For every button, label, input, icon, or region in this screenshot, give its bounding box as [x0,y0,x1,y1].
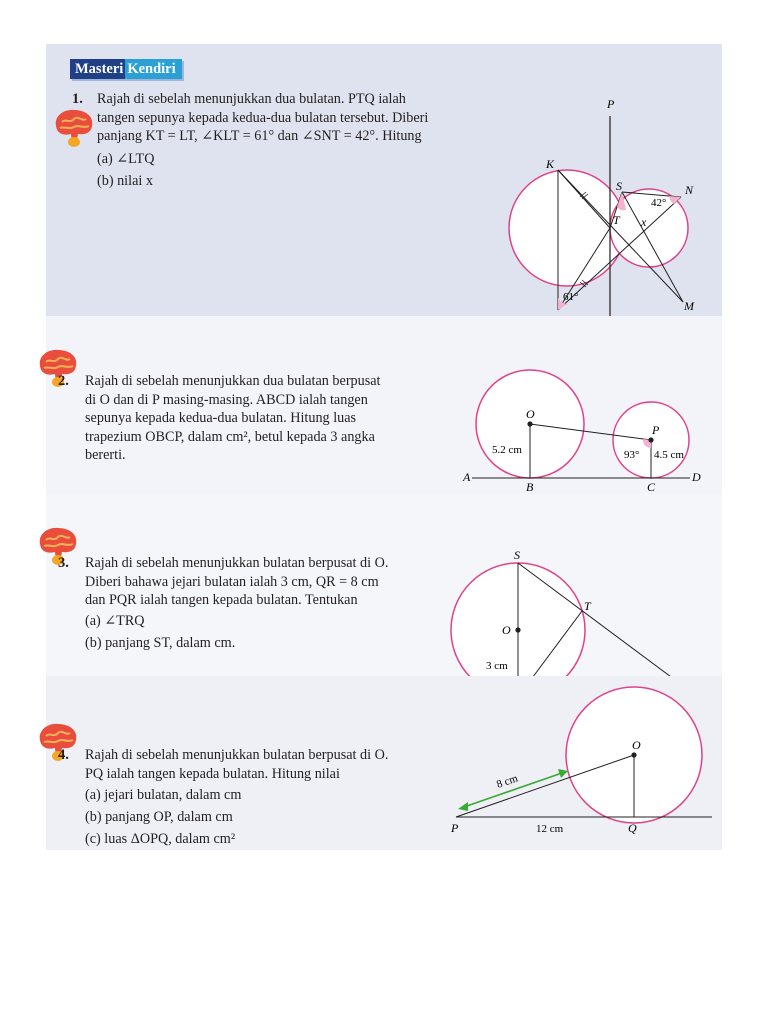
label-op: 8 cm [495,772,520,791]
q2-line: di O dan di P masing-masing. ABCD ialah tangen [85,391,368,408]
q1-line: panjang KT = LT, ∠KLT = 61° dan ∠SNT = 42°. Hitung [97,128,422,144]
question-1-panel [46,44,722,316]
q2-line: sepunya kepada kedua-dua bulatan. Hitung luas [85,410,357,426]
center-o [631,752,636,757]
label-radius: 3 cm [486,660,508,672]
label-x: x [641,215,647,229]
question-4-number: 4. [58,747,69,763]
question-4-panel [46,676,722,850]
arrow-head-right [558,769,568,778]
label-s: S [616,179,622,193]
q2-line: bererti. [85,447,126,463]
badge-label-2: Kendiri [125,59,181,79]
arrow-head-left [458,802,468,811]
center-p [648,437,653,442]
label-c: C [647,480,656,494]
question-2-panel [46,316,722,494]
label-q: Q [628,821,637,835]
large-circle [509,170,625,286]
q4-line: PQ ialah tangen kepada bulatan. Hitung nilai [85,765,340,782]
q1-part-b: (b) nilai x [97,173,153,189]
question-4-text [85,746,449,783]
label-p: P [652,423,660,437]
q1-line: Rajah di sebelah menunjukkan dua bulatan. PTQ ialah [97,91,406,107]
q4-part-c: (c) luas ΔOPQ, dalam cm² [85,831,236,847]
label-t: T [613,213,620,227]
q4-part-b: (b) panjang OP, dalam cm [85,809,233,825]
label-k: K [546,157,555,171]
masteri-kendiri-badge [70,59,182,79]
q4-part-a: (a) jejari bulatan, dalam cm [85,787,242,803]
question-4-figure [446,676,722,850]
q1-line: tangen sepunya kepada kedua-dua bulatan tersebut. Diberi [97,109,429,126]
label-angle-61: 61° [563,291,579,303]
label-o: O [502,623,511,637]
q2-line: Rajah di sebelah menunjukkan dua bulatan berpusat [85,373,381,389]
label-o: O [632,738,641,752]
question-2-text [85,372,449,465]
label-b: B [526,480,534,494]
q2-line: trapezium OBCP, dalam cm², betul kepada 3 angka [85,428,375,445]
brain-icon [52,106,96,150]
label-radius-o: 5.2 cm [492,444,522,456]
label-pq: 12 cm [536,823,564,835]
q3-line: Rajah di sebelah menunjukkan bulatan berpusat di O. [85,555,389,571]
q3-line: Diberi bahawa jejari bulatan ialah 3 cm, QR = 8 cm [85,573,379,590]
q3-line: dan PQR ialah tangen kepada bulatan. Tentukan [85,592,358,608]
label-m: M [684,299,694,313]
question-1-number: 1. [72,91,83,107]
label-s: S [514,548,520,562]
question-2-number: 2. [58,373,69,389]
q3-part-a: (a) ∠TRQ [85,613,145,629]
q4-line: Rajah di sebelah menunjukkan bulatan berpusat di O. [85,747,389,763]
question-3-text [85,554,449,610]
label-p: P [607,97,615,111]
q3-part-b: (b) panjang ST, dalam cm. [85,635,236,651]
question-1-figure [476,97,722,316]
label-angle-42: 42° [651,197,667,209]
center-o [515,627,520,632]
label-radius-p: 4.5 cm [654,449,684,461]
label-a: A [463,470,471,484]
badge-label-1: Masteri [70,59,125,79]
question-3-panel [46,494,722,676]
label-n: N [685,183,694,197]
label-d: D [692,470,701,484]
label-angle-93: 93° [624,449,640,461]
center-o [527,421,532,426]
q1-part-a: (a) ∠LTQ [97,151,155,167]
question-3-figure [402,506,712,676]
label-p: P [451,821,459,835]
exercise-sheet [46,44,722,850]
label-t: T [584,599,591,613]
question-2-figure [456,322,722,494]
question-3-number: 3. [58,555,69,571]
label-o: O [526,407,535,421]
question-1-text [97,90,491,146]
